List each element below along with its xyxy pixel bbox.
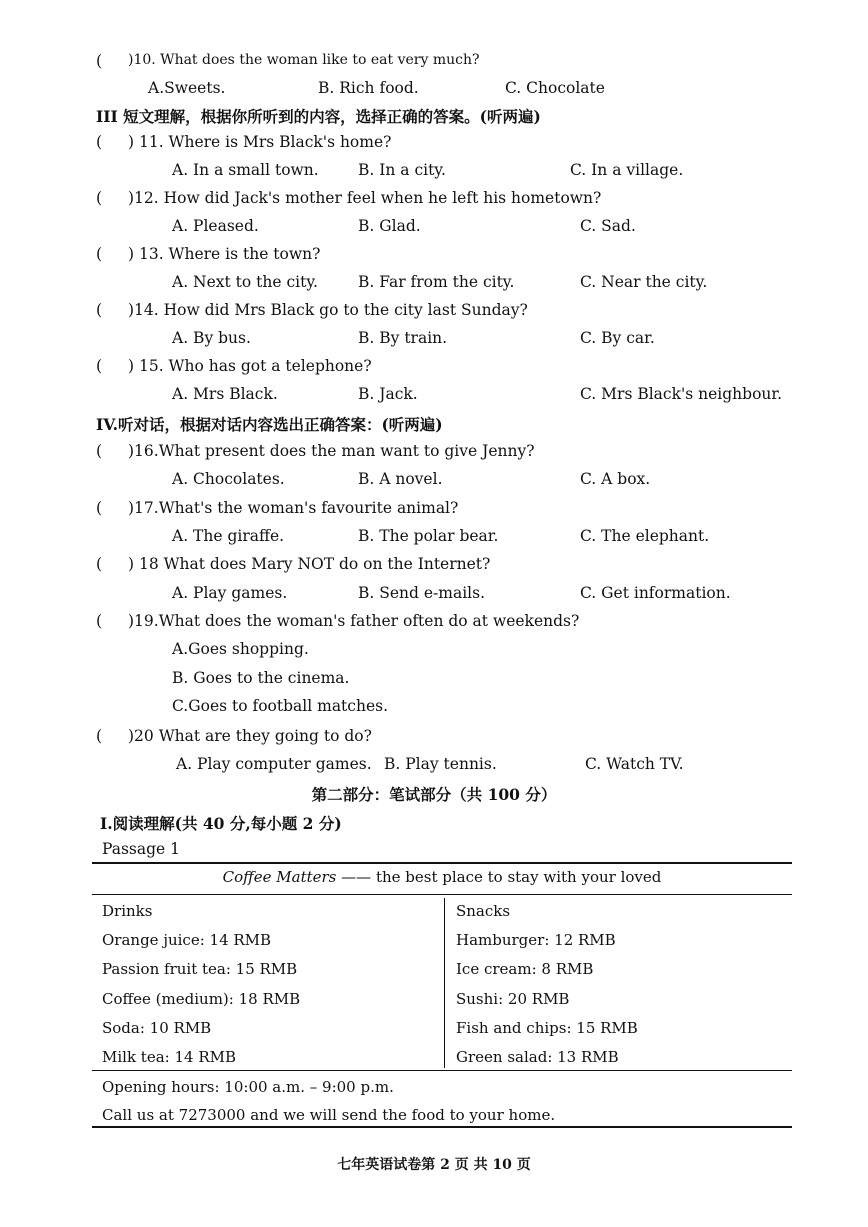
page-footer: 七年英语试卷第 2 页 共 10 页: [337, 1157, 531, 1173]
option-c[interactable]: C. Watch TV.: [585, 755, 684, 773]
question-text: )14. How did Mrs Black go to the city last Sunday?: [128, 301, 528, 319]
option-c[interactable]: C. The elephant.: [580, 527, 710, 545]
snack-item: Ice cream: 8 RMB: [456, 960, 594, 978]
option-c[interactable]: C. A box.: [580, 470, 651, 488]
question-text: )20 What are they going to do?: [128, 727, 372, 745]
section-3-heading: III 短文理解，根据你所听到的内容，选择正确的答案。(听两遍): [96, 107, 541, 126]
answer-blank[interactable]: (: [96, 52, 103, 70]
drinks-header: Drinks: [102, 902, 153, 920]
menu-title: [92, 868, 792, 886]
option-b[interactable]: B. A novel.: [358, 470, 443, 488]
answer-blank[interactable]: (: [96, 555, 103, 573]
answer-blank[interactable]: (: [96, 442, 103, 460]
answer-blank[interactable]: (: [96, 301, 103, 319]
snack-item: Sushi: 20 RMB: [456, 990, 570, 1008]
option-c[interactable]: C. Near the city.: [580, 273, 708, 291]
drink-item: Milk tea: 14 RMB: [102, 1048, 237, 1066]
menu-divider: [92, 1070, 792, 1071]
drink-item: Orange juice: 14 RMB: [102, 931, 272, 949]
option-c[interactable]: C. By car.: [580, 329, 655, 347]
option-b[interactable]: B. Far from the city.: [358, 273, 515, 291]
answer-blank[interactable]: (: [96, 189, 103, 207]
opening-hours: Opening hours: 10:00 a.m. – 9:00 p.m.: [102, 1078, 394, 1096]
answer-blank[interactable]: (: [96, 612, 103, 630]
question-text: ) 15. Who has got a telephone?: [128, 357, 372, 375]
question-text: )10. What does the woman like to eat very much?: [128, 52, 480, 68]
shop-name: Coffee Matters: [222, 868, 337, 886]
option-b[interactable]: B. In a city.: [358, 161, 446, 179]
option-b[interactable]: B. The polar bear.: [358, 527, 499, 545]
option-c[interactable]: C. Chocolate: [505, 79, 605, 97]
section-4-heading: IV.听对话，根据对话内容选出正确答案：(听两遍): [96, 415, 443, 434]
option-c[interactable]: C.Goes to football matches.: [172, 697, 389, 715]
answer-blank[interactable]: (: [96, 357, 103, 375]
part-2-heading: 第二部分：笔试部分（共 100 分）: [311, 785, 557, 804]
option-a[interactable]: A. Next to the city.: [172, 273, 318, 291]
option-b[interactable]: B. Jack.: [358, 385, 418, 403]
answer-blank[interactable]: (: [96, 499, 103, 517]
option-b[interactable]: B. Play tennis.: [384, 755, 497, 773]
option-a[interactable]: A. The giraffe.: [172, 527, 285, 545]
option-a[interactable]: A. Pleased.: [172, 217, 259, 235]
coffee-menu: [92, 862, 792, 1128]
drink-item: Passion fruit tea: 15 RMB: [102, 960, 298, 978]
snacks-header: Snacks: [456, 902, 511, 920]
snack-item: Fish and chips: 15 RMB: [456, 1019, 638, 1037]
snack-item: Green salad: 13 RMB: [456, 1048, 619, 1066]
option-b[interactable]: B. Glad.: [358, 217, 421, 235]
option-b[interactable]: B. By train.: [358, 329, 448, 347]
question-text: )12. How did Jack's mother feel when he left his hometown?: [128, 189, 602, 207]
answer-blank[interactable]: (: [96, 727, 103, 745]
option-a[interactable]: A. Play computer games.: [176, 755, 372, 773]
option-a[interactable]: A. Chocolates.: [172, 470, 285, 488]
option-b[interactable]: B. Goes to the cinema.: [172, 669, 350, 687]
option-c[interactable]: C. Get information.: [580, 584, 731, 602]
question-text: )17.What's the woman's favourite animal?: [128, 499, 459, 517]
column-divider: [444, 898, 445, 1068]
option-a[interactable]: A.Goes shopping.: [172, 640, 309, 658]
reading-heading: I.阅读理解(共 40 分,每小题 2 分): [100, 814, 342, 833]
shop-slogan: —— the best place to stay with your loved: [341, 868, 662, 886]
option-a[interactable]: A. By bus.: [172, 329, 251, 347]
option-a[interactable]: A. Mrs Black.: [172, 385, 278, 403]
question-text: )16.What present does the man want to give Jenny?: [128, 442, 535, 460]
question-text: ) 13. Where is the town?: [128, 245, 321, 263]
passage-label: Passage 1: [102, 840, 181, 858]
menu-divider: [92, 894, 792, 895]
answer-blank[interactable]: (: [96, 245, 103, 263]
option-a[interactable]: A. Play games.: [172, 584, 288, 602]
option-a[interactable]: A.Sweets.: [148, 79, 226, 97]
option-a[interactable]: A. In a small town.: [172, 161, 319, 179]
snack-item: Hamburger: 12 RMB: [456, 931, 616, 949]
option-b[interactable]: B. Rich food.: [318, 79, 419, 97]
option-c[interactable]: C. In a village.: [570, 161, 684, 179]
drink-item: Soda: 10 RMB: [102, 1019, 212, 1037]
option-c[interactable]: C. Mrs Black's neighbour.: [580, 385, 783, 403]
question-text: ) 11. Where is Mrs Black's home?: [128, 133, 392, 151]
delivery-note: Call us at 7273000 and we will send the food to your home.: [102, 1106, 556, 1124]
question-text: )19.What does the woman's father often do at weekends?: [128, 612, 580, 630]
option-c[interactable]: C. Sad.: [580, 217, 636, 235]
option-b[interactable]: B. Send e-mails.: [358, 584, 486, 602]
drink-item: Coffee (medium): 18 RMB: [102, 990, 301, 1008]
question-text: ) 18 What does Mary NOT do on the Internet?: [128, 555, 491, 573]
answer-blank[interactable]: (: [96, 133, 103, 151]
